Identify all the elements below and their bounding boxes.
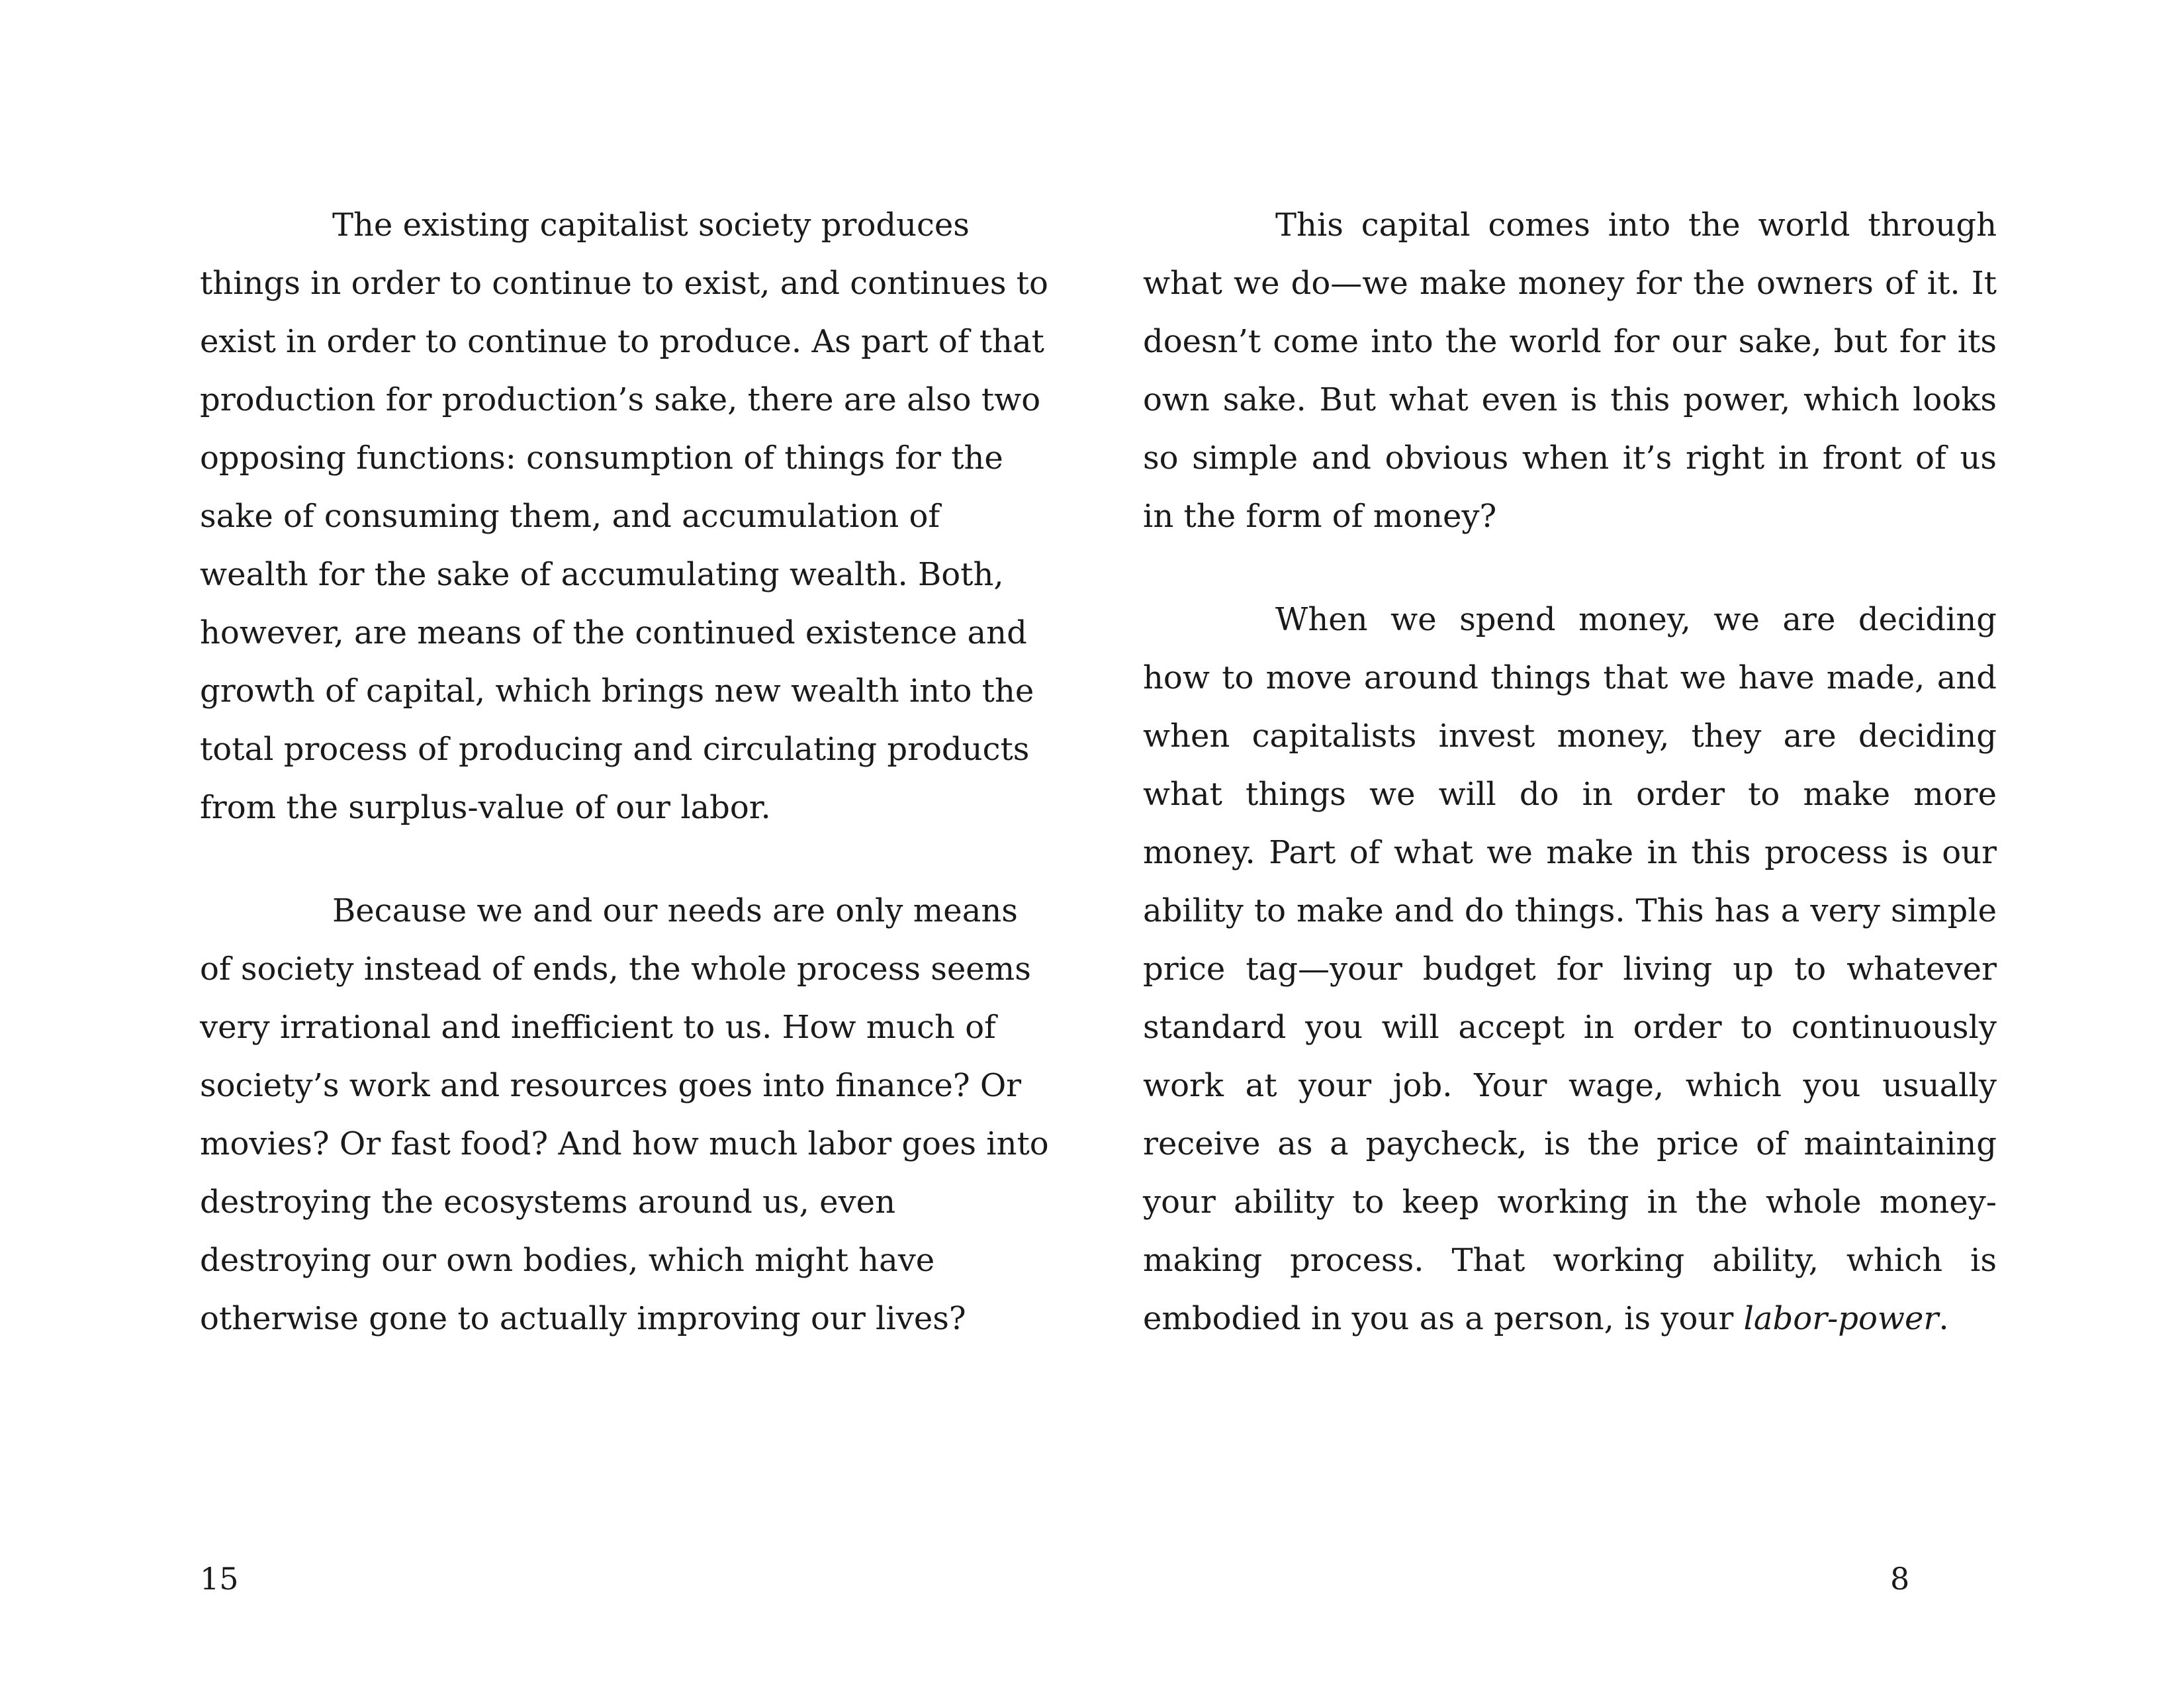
right-page-number: 8 — [1890, 1561, 1910, 1597]
right-paragraph-2-text: When we spend money, we are deciding how to move around things that we have made, and when capitalists invest money, they are deciding what things we will do in order to make more money. Part of what we make in this process is our ability to make and do things. This has a very simple price tag—your budget for living up to whatever standard you will accept in order to continuously work at your job. Your wage, which you usually receive as a paycheck, is the price of maintaining your ability to keep working in the whole money-making process. That working ability, which is embodied in you as a person, is your — [1143, 601, 1997, 1337]
left-paragraph-1: The existing capitalist society produces things in order to continue to exist, and continues to exist in order to continue to produce. As part of that production for production’s sake, there are also two opposing functions: consumption of things for the sake of consuming them, and accumulation of wealth for the sake of accumulating wealth. Both, however, are means of the continued existence and growth of capital, which brings new wealth into the total process of producing and circulating products from the surplus-value of our labor. — [200, 207, 1048, 826]
left-page-number: 15 — [200, 1561, 239, 1597]
left-page-text — [200, 196, 1055, 1393]
right-paragraph-1: This capital comes into the world through what we do—we make money for the owners of it. It doesn’t come into the world for our sake, but for its own sake. But what even is this power, which looks so simple and obvious when it’s right in front of us in the form of money? — [1143, 207, 1997, 535]
closing-period: . — [1938, 1300, 1949, 1337]
left-paragraph-2: Because we and our needs are only means of society instead of ends, the whole process seems very irrational and inefficient to us. How much of society’s work and resources goes into finance? Or movies? Or fast food? And how much labor goes into destroying the ecosystems around us, even destroying our own bodies, which might have otherwise gone to actually improving our lives? — [200, 892, 1049, 1337]
labor-power-term: labor-power — [1743, 1300, 1939, 1337]
right-paragraph-2 — [1143, 590, 1997, 1348]
right-page-text — [1143, 196, 1997, 1393]
